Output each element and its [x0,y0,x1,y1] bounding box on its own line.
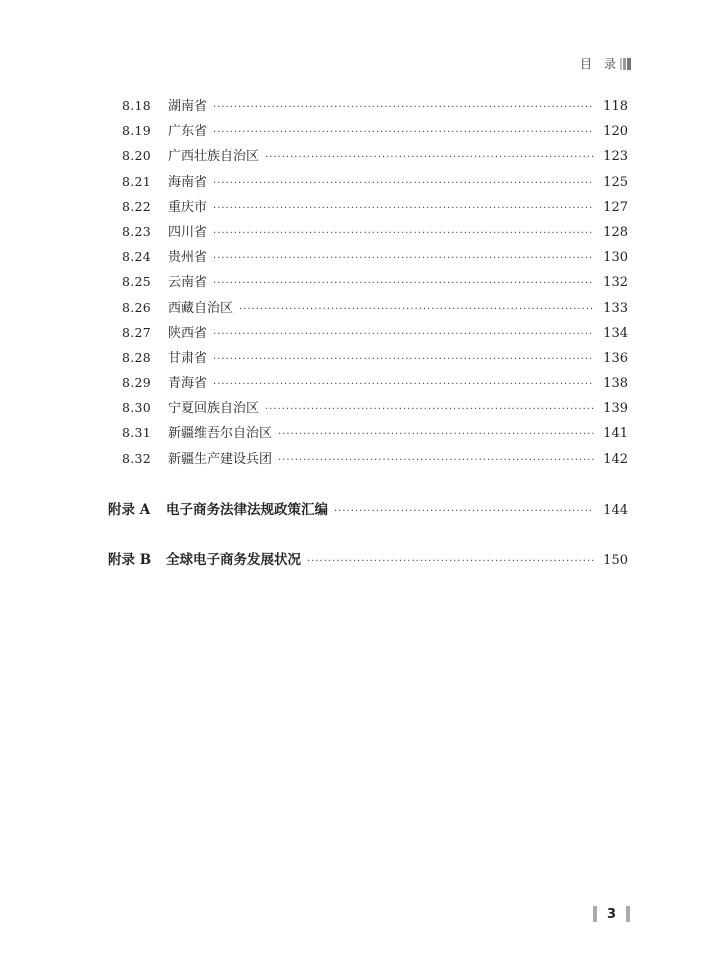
leader-dots [213,102,594,113]
appendix-page: 144 [603,503,628,518]
entry-page: 133 [603,300,628,316]
entry-title: 陕西省 [168,325,208,341]
entry-number: 8.31 [122,425,152,441]
entry-page: 130 [603,250,628,266]
entry-title: 宁夏回族自治区 [168,401,260,417]
entry-page: 123 [603,149,628,165]
leader-dots [278,429,594,440]
leader-dots [307,556,594,567]
entry-number: 8.26 [122,299,152,315]
entry-title: 广东省 [168,124,208,140]
toc-entry[interactable] [122,95,628,120]
toc-entry[interactable] [122,171,628,196]
header-text-mu: 目 [579,57,592,71]
entry-page: 127 [603,199,628,215]
entry-title: 四川省 [168,224,208,240]
header-bars-decoration [620,58,631,70]
entry-number: 8.23 [122,223,152,239]
toc-entry[interactable] [122,196,628,221]
entry-page: 125 [603,174,628,190]
appendix-label: 附录 A [108,502,151,518]
entry-number: 8.18 [122,98,152,113]
toc-entry[interactable] [122,322,628,347]
entry-title: 重庆市 [168,199,208,215]
entry-number: 8.27 [122,324,152,340]
leader-dots [213,178,594,189]
leader-dots [213,203,594,214]
entry-title: 湖南省 [168,99,208,114]
footer-bar-left [593,906,597,922]
entry-number: 8.24 [122,249,152,265]
toc-entry[interactable] [122,145,628,170]
page-footer [593,906,630,922]
entry-page: 136 [603,350,628,366]
entry-title: 海南省 [168,174,208,190]
appendix-title: 全球电子商务发展状况 [166,552,301,568]
toc-entry[interactable] [122,120,628,145]
appendix-label: 附录 B [108,552,152,568]
entry-number: 8.25 [122,274,152,290]
leader-dots [213,329,594,340]
leader-dots [265,152,594,163]
toc-entry[interactable] [122,297,628,322]
entry-number: 8.19 [122,123,152,139]
toc-entry[interactable] [122,448,628,473]
leader-dots [213,379,594,390]
entry-title: 云南省 [168,275,208,291]
entry-page: 120 [603,124,628,140]
entry-title: 西藏自治区 [168,300,234,316]
entry-page: 139 [603,401,628,417]
toc-entry[interactable] [122,397,628,422]
entry-page: 134 [603,325,628,341]
appendix-title: 电子商务法律法规政策汇编 [166,502,328,518]
leader-dots [213,354,594,365]
entry-number: 8.30 [122,400,152,416]
entry-number: 8.21 [122,173,152,189]
entry-title: 青海省 [168,376,208,392]
toc-appendix-a[interactable] [108,498,628,518]
entry-title: 新疆生产建设兵团 [168,451,273,467]
entry-title: 贵州省 [168,250,208,266]
toc-entry[interactable] [122,271,628,296]
entry-number: 8.20 [122,148,152,164]
leader-dots [213,253,594,264]
toc-list [122,95,628,473]
leader-dots [213,228,594,239]
toc-appendix-b[interactable] [108,548,628,568]
toc-entry[interactable] [122,422,628,447]
leader-dots [239,304,594,315]
leader-dots [213,127,594,138]
leader-dots [265,404,594,415]
toc-entry[interactable] [122,221,628,246]
toc-entry[interactable] [122,347,628,372]
entry-page: 132 [603,275,628,291]
entry-title: 新疆维吾尔自治区 [168,426,273,442]
entry-page: 118 [603,99,628,114]
entry-page: 128 [603,224,628,240]
toc-entry[interactable] [122,246,628,271]
entry-title: 广西壮族自治区 [168,149,260,165]
header-text-lu: 录 [603,57,616,71]
entry-page: 141 [603,426,628,442]
leader-dots [278,455,594,466]
entry-number: 8.22 [122,198,152,214]
running-header [580,55,631,72]
entry-number: 8.28 [122,349,152,365]
footer-bar-right [626,906,630,922]
appendix-page: 150 [603,553,628,568]
entry-page: 142 [603,451,628,467]
entry-page: 138 [603,376,628,392]
entry-number: 8.32 [122,450,152,466]
toc-entry[interactable] [122,372,628,397]
entry-number: 8.29 [122,375,152,391]
entry-title: 甘肃省 [168,350,208,366]
leader-dots [334,506,594,517]
leader-dots [213,278,594,289]
page-number: 3 [607,906,617,922]
